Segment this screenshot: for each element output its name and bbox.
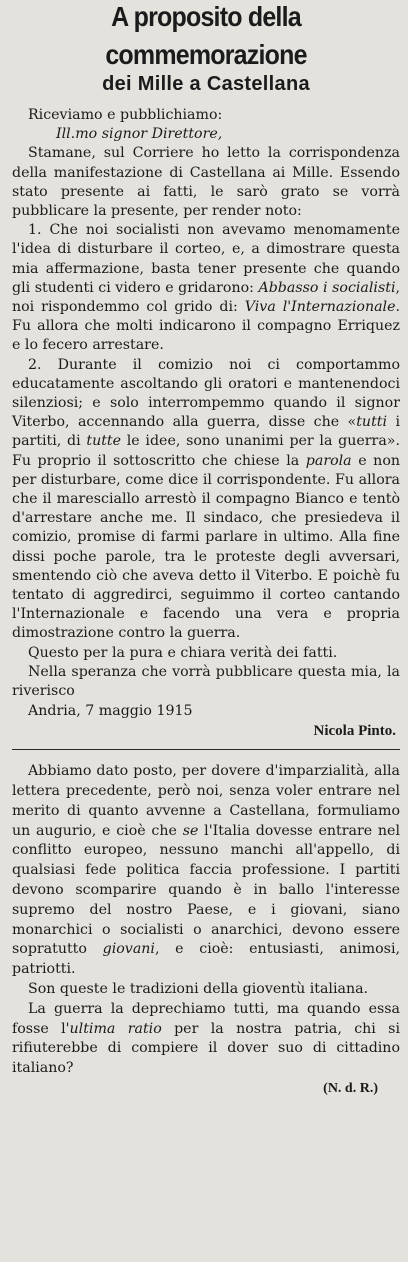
- ed1-text-b: l'Italia dovesse entrare nel conflitto europeo, nessuno manchi all'appello, di qualsiasi fede politica faccia professione. I partiti devono scomparire quando è in ballo l'interesse supremo del nostro Paese, e i giovani, siano monarchici o socialisti o anarchici, devono essere sopratutto: [12, 822, 400, 958]
- editorial-signature: (N. d. R.): [323, 1081, 378, 1097]
- letter-point-2: [12, 356, 400, 644]
- letter-opening: Stamane, sul Corriere ho letto la corrispondenza della manifestazione di Castellana ai Mille. Essendo stato presente ai fatti, le sarò grato se vorrà pubblicare la presente, per render noto:: [12, 145, 400, 220]
- letter-signature: Nicola Pinto.: [313, 723, 396, 740]
- point1-text-c: . Fu allora che molti indicarono il compagno Erriquez e lo fecero arrestare.: [12, 299, 400, 354]
- point2-quote-2: tutte: [86, 433, 122, 450]
- ed3-text-b: per la nostra patria, chi si rifiuterebbe di compiere il dover suo di cittadino italiano?: [12, 1020, 400, 1077]
- ed1-text-a: Abbiamo dato posto, per dovere d'imparzialità, alla lettera precedente, però noi, senza voler entrare nel merito di quanto avvenne a Castellana, formuliamo un augurio, e cioè che: [12, 763, 400, 839]
- ed1-text-c: , e cioè: entusiasti, animosi, patriotti.: [12, 941, 400, 978]
- salutation: Ill.mo signor Direttore,: [56, 126, 223, 143]
- ed1-quote-2: giovani: [102, 941, 155, 958]
- letter-closing-1: Questo per la pura e chiara verità dei fatti.: [28, 644, 338, 661]
- point1-text-b: , noi rispondemmo col grido di:: [12, 279, 400, 316]
- point2-text-c: le idee, sono unanimi per la guerra». Fu proprio il sottoscritto che chiese la: [12, 433, 400, 469]
- headline: A proposito della commemorazione: [105, 1, 307, 71]
- point2-text-d: e non per disturbare, come dice il corrispondente. Fu allora che il maresciallo arrestò il compagno Bianco e tentò d'arrestare anche me. Il sindaco, che presiedeva il comizio, promise di farmi parlare in ultimo. Alla fine dissi poche parole, tra le proteste degli avversari, smentendo ciò che aveva detto il Viterbo. E poichè fu tentato di aggredirci, seguimmo il corteo cantando l'Internazionale e facendo una vera e propria dimostrazione contro la guerra.: [12, 452, 400, 642]
- editorial-para-2: Son queste le tradizioni della gioventù italiana.: [28, 981, 369, 998]
- signature-row: [12, 701, 400, 721]
- point2-quote-3: parola: [305, 452, 352, 469]
- point1-quote-1: Abbasso i socialisti: [258, 279, 396, 296]
- ed3-quote: ultima ratio: [69, 1020, 162, 1037]
- intro-line: Riceviamo e pubblichiamo:: [28, 107, 223, 123]
- signature-row-2: [12, 721, 400, 741]
- point1-text-a: 1. Che noi socialisti non avevamo menomamente l'idea di disturbare il corteo, e, a dimostrare questa mia affermazione, basta tener presente che quando gli studenti ci videro e gridarono:: [12, 222, 400, 296]
- ed3-text-a: La guerra la deprechiamo tutti, ma quando essa fosse l': [12, 1000, 400, 1037]
- editorial-para-3: [12, 1000, 400, 1079]
- point2-quote-1: tutti: [356, 414, 388, 431]
- section-divider: [12, 749, 400, 750]
- letter-point-1: [12, 221, 400, 355]
- letter-closing-2: Nella speranza che vorrà pubblicare questa mia, la riverisco: [12, 663, 400, 700]
- point1-quote-2: Viva l'Internazionale: [244, 299, 396, 316]
- editorial-para-1: [12, 762, 400, 980]
- subheadline: dei Mille a Castellana: [102, 73, 310, 95]
- point2-text-b: i partiti, di: [12, 414, 400, 450]
- place-date: Andria, 7 maggio 1915: [28, 703, 193, 720]
- ed1-quote-1: se: [182, 822, 199, 839]
- point2-text-a: 2. Durante il comizio noi ci comportammo educatamente ascoltando gli oratori e mantenendoci silenziosi; e solo interrompemmo quando il signor Viterbo, accennando alla guerra, disse che «: [12, 356, 400, 431]
